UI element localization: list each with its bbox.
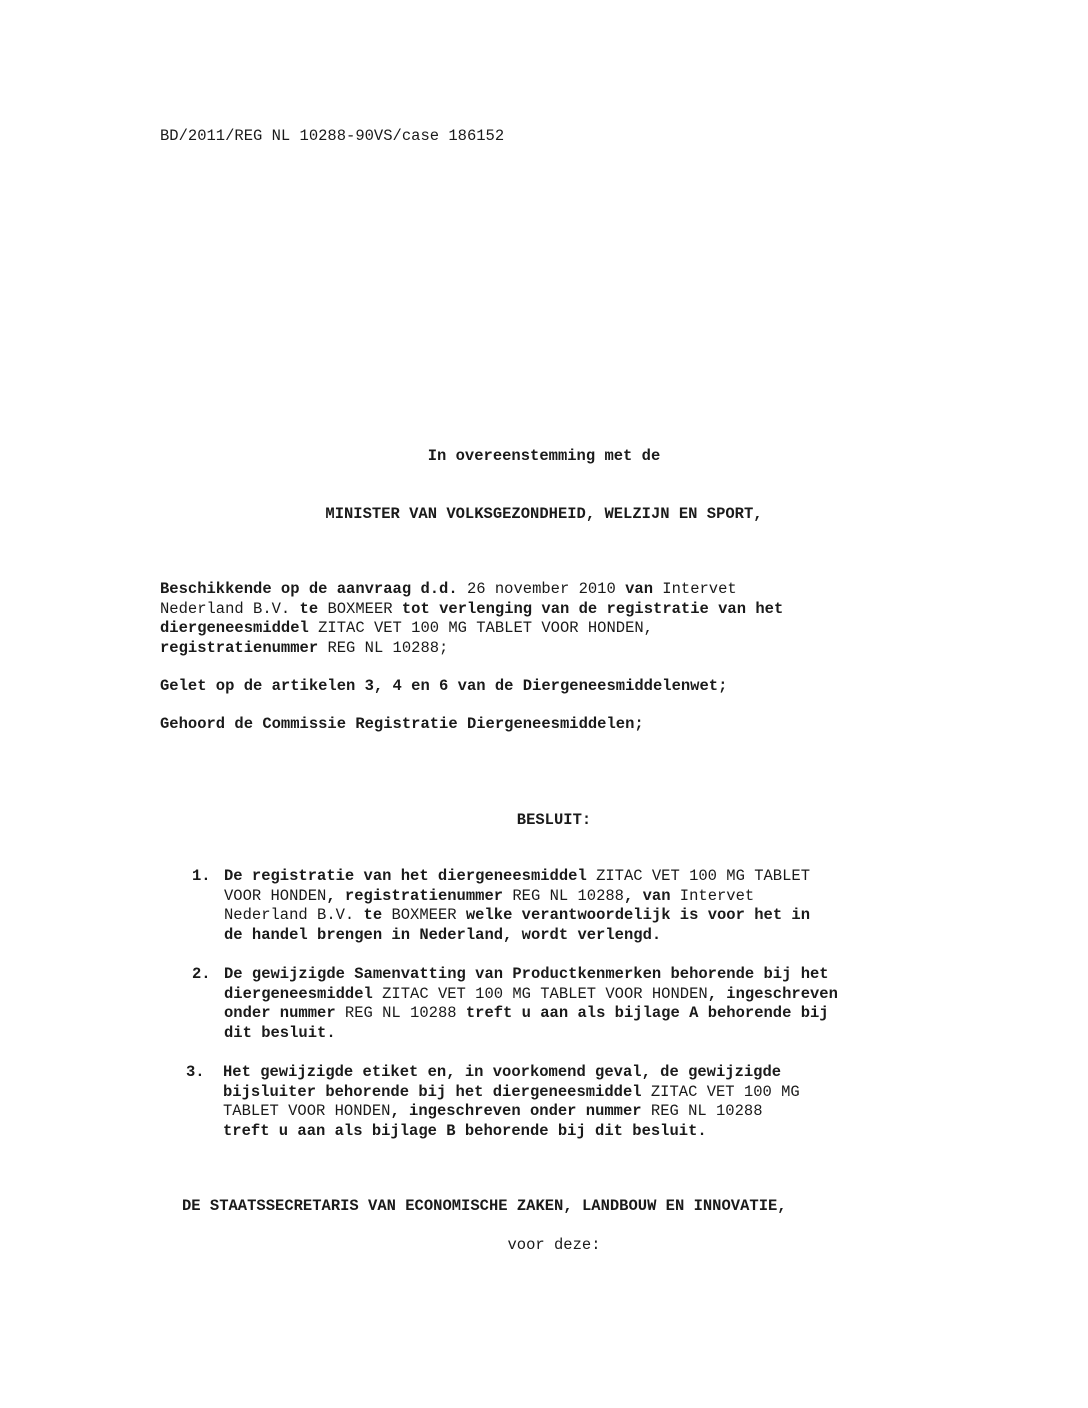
item-number: 3. bbox=[186, 1063, 205, 1081]
decision-item-3 bbox=[223, 1063, 943, 1141]
item-number: 1. bbox=[192, 867, 211, 885]
preamble-application bbox=[160, 580, 950, 658]
item-line: De registratie van het diergeneesmiddel ZITAC VET 100 MG TABLET bbox=[224, 867, 811, 885]
preamble-commission: Gehoord de Commissie Registratie Diergeneesmiddelen; bbox=[160, 715, 644, 733]
signature-title: DE STAATSSECRETARIS VAN ECONOMISCHE ZAKEN, LANDBOUW EN INNOVATIE, bbox=[182, 1197, 787, 1215]
decision-item-1 bbox=[224, 867, 944, 945]
item-line: treft u aan als bijlage B behorende bij dit besluit. bbox=[223, 1121, 707, 1140]
item-number: 2. bbox=[192, 965, 211, 983]
besluit-title: BESLUIT: bbox=[516, 811, 592, 829]
item-line: VOOR HONDEN, registratienummer REG NL 10288, van Intervet bbox=[224, 886, 755, 905]
heading-minister: MINISTER VAN VOLKSGEZONDHEID, WELZIJN EN SPORT, bbox=[325, 505, 763, 523]
item-line: bijsluiter behorende bij het diergeneesmiddel ZITAC VET 100 MG bbox=[223, 1082, 800, 1101]
preamble-line: Beschikkende op de aanvraag d.d. 26 november 2010 van Intervet bbox=[160, 580, 737, 598]
item-line: onder nummer REG NL 10288 treft u aan als bijlage A behorende bij bbox=[224, 1004, 829, 1022]
item-line: diergeneesmiddel ZITAC VET 100 MG TABLET VOOR HONDEN, ingeschreven bbox=[224, 984, 838, 1003]
item-line: dit besluit. bbox=[224, 1023, 336, 1042]
item-line: TABLET VOOR HONDEN, ingeschreven onder nummer REG NL 10288 bbox=[223, 1102, 763, 1120]
preamble-line: registratienummer REG NL 10288; bbox=[160, 638, 449, 657]
item-line: De gewijzigde Samenvatting van Productkenmerken behorende bij het bbox=[224, 965, 829, 983]
signature-sub: voor deze: bbox=[507, 1236, 601, 1254]
item-line: Nederland B.V. te BOXMEER welke verantwoordelijk is voor het in bbox=[224, 906, 811, 924]
preamble-line: diergeneesmiddel ZITAC VET 100 MG TABLET VOOR HONDEN, bbox=[160, 619, 653, 637]
preamble-articles: Gelet op de artikelen 3, 4 en 6 van de Diergeneesmiddelenwet; bbox=[160, 677, 728, 695]
decision-item-2 bbox=[224, 965, 944, 1043]
preamble-line: Nederland B.V. te BOXMEER tot verlenging van de registratie van het bbox=[160, 599, 784, 618]
reference-number: BD/2011/REG NL 10288-90VS/case 186152 bbox=[160, 127, 505, 145]
heading-agreement: In overeenstemming met de bbox=[427, 447, 661, 465]
item-line: Het gewijzigde etiket en, in voorkomend geval, de gewijzigde bbox=[223, 1063, 782, 1081]
item-line: de handel brengen in Nederland, wordt verlengd. bbox=[224, 925, 662, 944]
